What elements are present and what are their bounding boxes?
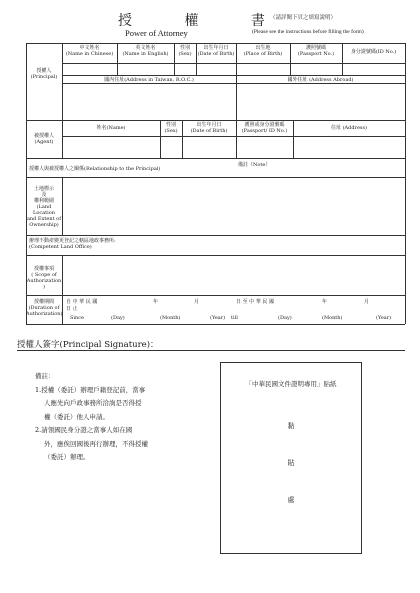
agent-col-sex [160,122,182,134]
remarks-line: 人應先向戶政事務所洽詢是否得授 [44,399,142,407]
duration-day2-en: (Day) [278,315,292,321]
agent-section-label [26,133,62,145]
remarks-line: 2.請領國民身分證之當事人如在國 [35,426,133,434]
remarks-line: 權（委託）他人申請。 [44,412,109,421]
principal-col-pob [236,45,290,57]
col-label-zh: 出生地 [255,45,271,51]
duration-month2-zh: 月 [364,299,370,305]
instruction-note-en: (Please see the instructions before filling the form) [252,29,364,35]
form-subtitle: Power of Attorney [125,28,188,38]
agent-col-dob [182,122,236,134]
remarks-line: 1.授權（委託）辦理戶籍登記前，當事 [35,385,146,394]
duration-label [26,299,62,317]
duration-till-en: till [231,315,238,321]
agent-label-zh: 被授權人 [33,133,54,139]
col-label-en: (Date of Birth) [197,51,235,57]
principal-signature-label: 授權人簽字(Principal Signature)： [17,340,159,350]
col-label-zh: 性別 [179,45,190,51]
col-label-en: (Sex) [164,128,178,134]
signature-divider [17,350,405,351]
land-label-zh-2: 及 [41,192,47,198]
duration-since-en: Since [70,315,85,321]
scope-label-en-1: ( Scope of [31,272,57,278]
duration-month-zh: 月 [194,299,200,305]
col-label-en: (Name in Chinese) [65,51,114,57]
duration-label-en-1: (Duration of [28,305,60,311]
principal-col-id [342,49,405,55]
col-label-zh: 中文姓名 [79,45,100,51]
land-office-label-zh: 辦理不動產變更登記之轄區地政事務所: [29,238,116,244]
land-label [26,186,62,228]
land-office-label [29,238,116,250]
sticker-char-1: 黏 [287,422,295,430]
agent-col-name [62,125,160,131]
duration-end-zh: 日 止 [66,306,78,312]
land-label-zh-3: 權利範圍 [33,198,54,204]
scope-label-zh: 授權事項 [33,266,54,272]
col-label-en: (Sex) [178,51,192,57]
scope-label-en-2: Authorization ) [26,278,62,290]
duration-year-en: (Year) [210,315,226,321]
agent-col-id [236,122,293,134]
principal-col-sex [174,45,196,57]
duration-till-zh: 日 至 中 華 民 國 [236,299,274,305]
remarks-block [35,370,148,465]
col-label-zh: 性別 [165,122,176,128]
col-label-zh: 姓名(Name) [96,125,126,131]
principal-section-label [26,68,62,80]
col-label-en: (Passport No.) [297,51,335,57]
agent-col-address [293,125,405,131]
note-label: 備註（Note） [238,162,271,168]
form-title: 授 權 書 [118,13,289,29]
land-label-en-2: and Extent of [26,216,62,222]
scope-label [26,266,62,290]
sticker-char-2: 貼 [287,459,295,467]
col-label-zh: 住址 (Address) [331,125,367,131]
sticker-title: 「中華民國文件證明專用」貼紙 [245,380,337,388]
land-label-en-3: Ownership) [29,222,59,228]
remarks-title: 備註： [35,372,55,380]
duration-since-zh: 自 中 華 民 國 [66,299,98,305]
col-label-en: (Date of Birth) [190,128,228,134]
col-label-zh: 出生年月日 [196,122,222,128]
principal-col-english-name [117,45,174,57]
principal-label-zh: 授權人 [36,68,52,74]
sticker-char-3: 處 [287,496,295,504]
remarks-line: 外，應俟回國後再行辦理，不得授權 [44,439,148,448]
col-label-zh: 出生年月日 [203,45,229,51]
col-label-zh: 身分證號碼(ID No.) [350,49,397,55]
land-label-en-1: (Land Location [33,204,55,216]
col-label-en: (Place of Birth) [243,51,283,57]
col-label-en: (Name in English) [122,51,169,57]
col-label-zh: 英文姓名 [135,45,156,51]
duration-month2-en: (Month) [322,315,343,321]
principal-col-chinese-name [62,45,117,57]
duration-year-zh: 年 [153,299,159,305]
duration-year2-zh: 年 [322,299,328,305]
duration-month-en: (Month) [160,315,181,321]
remarks-line: （委託）辦理。 [44,453,90,461]
principal-col-passport [290,45,342,57]
duration-year2-en: (Year) [376,315,392,321]
land-office-label-en: (Competent Land Office) [29,244,92,250]
col-label-zh: 護照號碼 [305,45,326,51]
principal-label-en: (Principal) [30,74,58,80]
instruction-note-zh: （請詳閱下頁之填寫說明） [270,15,337,21]
duration-label-zh: 授權期間 [33,299,54,305]
relationship-label: 授權人與被授權人之關係(Relationship to the Principal) [29,166,161,172]
principal-col-dob [196,45,236,57]
certification-sticker-area [220,362,362,554]
col-label-zh: 護照或身分證號碼 [244,122,285,128]
duration-label-en-2: Authorization) [26,311,63,317]
principal-address-taiwan-label: 國內住址(Address in Taiwan, R.O.C.) [104,77,194,83]
col-label-en: (Passport/ ID No.) [241,128,288,134]
principal-address-abroad-label: 國外住址 (Address Abroad) [287,77,354,83]
land-label-zh-1: 土地標示 [33,186,54,192]
agent-label-en: (Agent) [34,139,54,145]
duration-day-en: (Day) [111,315,125,321]
